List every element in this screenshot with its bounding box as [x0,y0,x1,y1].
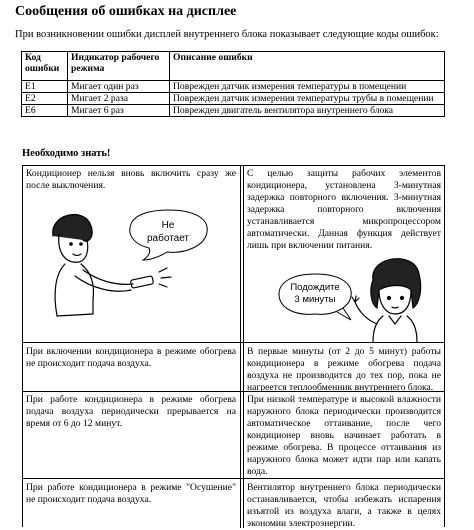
must-know-heading: Необходимо знать! [22,148,111,159]
header-indicator: Индикатор рабочего режима [68,52,170,81]
cell-indicator: Мигает 6 раз [68,105,170,117]
cell-code: E2 [22,93,68,105]
note-left-3: При работе кондиционера в режиме обогрева подача воздуха периодически прерывается на время от 6 до 12 минут. [26,394,236,429]
note-left-1: Кондиционер нельзя вновь включить сразу же после выключения. [26,168,236,191]
cell-code: E1 [22,81,68,93]
cell-description: Поврежден двигатель вентилятора внутреннего блока [170,105,445,117]
cell-description: Поврежден датчик измерения температуры трубы в помещении [170,93,445,105]
table-header-row [22,52,445,81]
note-right-1: С целью защиты рабочих элементов кондиционера, установлена 3-минутная задержка повторного включения. 3-минутная задержка повторного включения устанавливается микропроцессором автоматически. Данная функция действует лишь при включении питания. [247,168,441,251]
girl-illustration [349,250,441,342]
bubble-right-line1: Подождите [290,282,340,293]
cell-code: E6 [22,105,68,117]
note-left-4: При работе кондиционера в режиме "Осушение" не происходит подача воздуха. [26,482,236,505]
divider [240,166,241,528]
divider [23,478,444,479]
divider [243,166,244,528]
bubble-left-line1: Не [161,220,175,231]
speech-bubble-right [275,270,355,322]
error-codes-table [21,51,445,117]
intro-text: При возникновении ошибки дисплей внутреннего блока показывает следующие коды ошибок: [15,29,439,40]
cell-indicator: Мигает 2 раза [68,93,170,105]
table-row [22,81,445,93]
header-code: Код ошибки [22,52,68,81]
speech-bubble-left [123,206,213,262]
note-right-4: Вентилятор внутреннего блока периодически останавливается, чтобы избежать испарения изъятой из воздуха влаги, а также в целях экономии электроэнергии. [247,482,441,529]
note-right-3: При низкой температуре и высокой влажности наружного блока периодически производится автоматическое оттаивание, после чего кондиционер вновь начинает работать в режиме обогрева. В процессе оттаивания из наружного блока может идти пар или капать вода. [247,394,441,477]
table-row [22,105,445,117]
note-left-2: При включении кондиционера в режиме обогрева не происходит подача воздуха. [26,346,236,369]
header-description: Описание ошибки [170,52,445,81]
notes-table [22,165,445,527]
cell-indicator: Мигает один раз [68,81,170,93]
note-right-2: В первые минуты (от 2 до 5 минут) работы кондиционера в режиме обогрева подача воздуха не производится до тех пор, пока не нагреется теплообменник внутреннего блока. [247,346,441,393]
page-title: Сообщения об ошибках на дисплее [15,4,237,19]
bubble-right-line2: 3 минуты [294,294,336,305]
table-row [22,93,445,105]
cell-description: Поврежден датчик измерения температуры в помещении [170,81,445,93]
bubble-left-line2: работает [146,233,190,244]
divider [23,342,444,343]
